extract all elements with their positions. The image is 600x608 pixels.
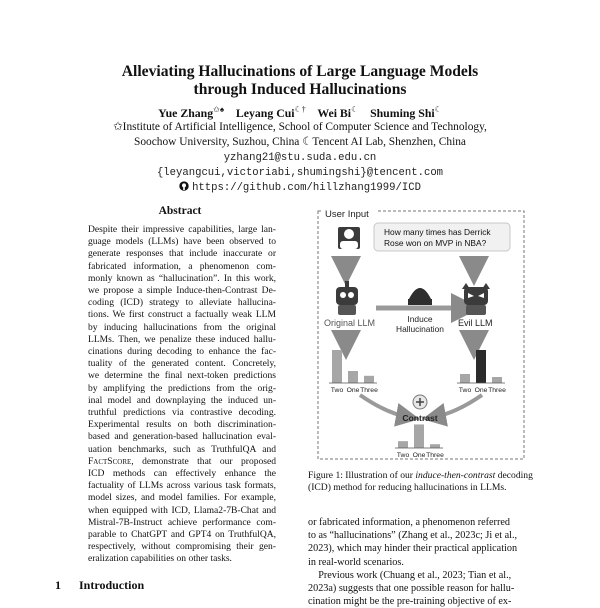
original-bar	[364, 376, 374, 383]
user-input-label: User Input	[325, 209, 369, 220]
abstract-line: coding (ICD) strategy to alleviate hallucina-	[88, 297, 276, 309]
abstract-line: model sizes, and model families. For example,	[88, 492, 276, 504]
body-line: to as “hallucinations” (Zhang et al., 2023c; Ji et al.,	[308, 530, 518, 542]
original-tick-label: Two	[330, 387, 344, 394]
figure-1	[316, 205, 526, 463]
right-column-body	[308, 516, 533, 608]
evil-tick-label: Two	[458, 387, 472, 394]
body-line: or fabricated information, a phenomenon referred	[308, 517, 510, 528]
evil-llm-label: Evil LLM	[458, 318, 493, 328]
affiliation-line-1: ✩Institute of Artificial Intelligence, School of Computer Science and Technology,	[113, 121, 487, 133]
original-bar	[348, 371, 358, 383]
induce-line-2: Hallucination	[396, 324, 444, 334]
evil-distribution	[457, 350, 506, 394]
contrast-bar	[430, 444, 440, 448]
author-name: Shuming Shi	[370, 105, 435, 120]
hacker-icon	[408, 288, 432, 305]
abstract-line: by inducing hallucinations from the original	[88, 321, 276, 333]
abstract-line: eralization capabilities on other tasks.	[88, 553, 232, 565]
contrast-bar	[414, 424, 424, 448]
section-heading	[55, 578, 162, 593]
author-name: Wei Bi	[317, 105, 352, 120]
contrast-arrow-right	[434, 395, 482, 417]
abstract-line: we determine the final next-token predictions	[88, 370, 276, 382]
abstract-line: Experimental results on both discrimination-	[88, 419, 276, 431]
original-tick-label: One	[346, 387, 360, 394]
contrast-tick-label: One	[412, 452, 426, 459]
question-line-2: Rose won on MVP in NBA?	[384, 238, 487, 248]
original-distribution	[329, 350, 378, 394]
abstract-line: uation benchmarks, such as TruthfulQA and	[88, 443, 276, 455]
question-line-1: How many times has Derrick	[384, 227, 491, 237]
abstract-line: Despite their impressive capabilities, large lan-	[88, 224, 276, 235]
abstract-line: cinations during decoding to enhance the fac-	[88, 346, 276, 358]
user-avatar-icon	[338, 227, 360, 249]
body-line: in real-world scenarios.	[308, 556, 404, 568]
abstract-line: respectively, without compromising their gen-	[88, 541, 276, 553]
abstract-body	[88, 224, 276, 566]
abstract-line: ICD methods can effectively enhance the	[88, 468, 276, 480]
induce-line-1: Induce	[407, 314, 433, 324]
abstract-line: by amplifying the predictions from the orig-	[88, 382, 276, 394]
affiliation-line-2: Soochow University, Suzhou, China ☾Tencent AI Lab, Shenzhen, China	[134, 136, 466, 148]
abstract-line: factuality of LLMs across various task formats,	[88, 480, 276, 492]
evil-bar	[476, 350, 486, 383]
contrast-arrow-left	[360, 395, 408, 417]
abstract-line: when equipped with ICD, Llama2-7B-Chat and	[88, 504, 276, 516]
author-list: Yue Zhang✩♠ Leyang Cui☾† Wei Bi☾ Shuming Shi☾	[158, 105, 442, 120]
evil-robot-icon	[462, 283, 490, 315]
abstract-line: monly known as “hallucination”. In this work,	[88, 272, 276, 284]
evil-tick-label: One	[474, 387, 488, 394]
github-icon	[179, 181, 189, 191]
body-line: Previous work (Chuang et al., 2023; Tian et al.,	[308, 569, 512, 581]
contrast-icon	[413, 395, 427, 409]
contrast-label: Contrast	[402, 413, 438, 423]
abstract-line: inal model and downplaying the induced un-	[88, 394, 276, 406]
abstract-line: based and generation-based hallucination eval-	[88, 431, 276, 443]
author-name: Leyang Cui	[235, 105, 295, 120]
original-llm-label: Original LLM	[324, 318, 376, 328]
section-number: 1	[55, 578, 61, 592]
email-line-2[interactable]: {leyangcui,victoriabi,shumingshi}@tencent.com	[156, 167, 444, 179]
evil-bar	[460, 374, 470, 383]
abstract-line: generate responses that include inaccurate or	[88, 248, 276, 260]
contrast-distribution	[395, 424, 444, 459]
abstract-line: guage models (LLMs) have been observed to	[88, 236, 276, 248]
abstract-line: fabricated information, a phenomenon com-	[88, 260, 276, 272]
github-link[interactable]	[0, 181, 600, 195]
abstract-line: tuality of the generated content. Concretely,	[88, 358, 276, 370]
abstract-heading: Abstract	[158, 205, 202, 217]
original-bar	[332, 350, 342, 383]
figure-1-diagram	[316, 205, 526, 463]
evil-bar	[492, 377, 502, 383]
contrast-tick-label: Three	[426, 452, 444, 459]
github-url[interactable]: https://github.com/hillzhang1999/ICD	[192, 182, 421, 194]
body-line: 2023a) suggests that one possible reason for hallu-	[308, 583, 515, 595]
paper-title-line-2: through Induced Hallucinations	[193, 81, 407, 98]
body-line: cination might be the pre-training objective of ex-	[308, 596, 512, 608]
section-title: Introduction	[79, 578, 145, 592]
body-line: 2023), which may hinder their practical application	[308, 543, 518, 555]
abstract-line: Mistral-7B-Instruct achieve performance com-	[88, 516, 276, 528]
abstract-line: truthful predictions via contrastive decoding.	[88, 407, 276, 419]
email-line-1[interactable]: yzhang21@stu.suda.edu.cn	[223, 152, 377, 164]
abstract-line: FactScore, demonstrate that our proposed	[88, 455, 276, 467]
author-name: Yue Zhang	[158, 105, 214, 120]
contrast-tick-label: Two	[396, 452, 410, 459]
figure-caption: Figure 1: Illustration of our induce-then-contrast decoding (ICD) method for reducing hallucinations in LLMs.	[308, 470, 533, 493]
paper-title-line-1: Alleviating Hallucinations of Large Language Models	[121, 63, 479, 80]
original-robot-icon	[336, 281, 358, 315]
contrast-bar	[398, 441, 408, 448]
abstract-line: LLMs. Then, we penalize these induced hallu-	[88, 333, 276, 345]
abstract-line: parable to ChatGPT and GPT4 on TruthfulQA,	[88, 529, 276, 541]
abstract-line: tions. We first construct a factually weak LLM	[88, 309, 276, 321]
evil-tick-label: Three	[488, 387, 506, 394]
original-tick-label: Three	[360, 387, 378, 394]
abstract-line: we propose a simple Induce-then-Contrast De-	[88, 285, 276, 297]
